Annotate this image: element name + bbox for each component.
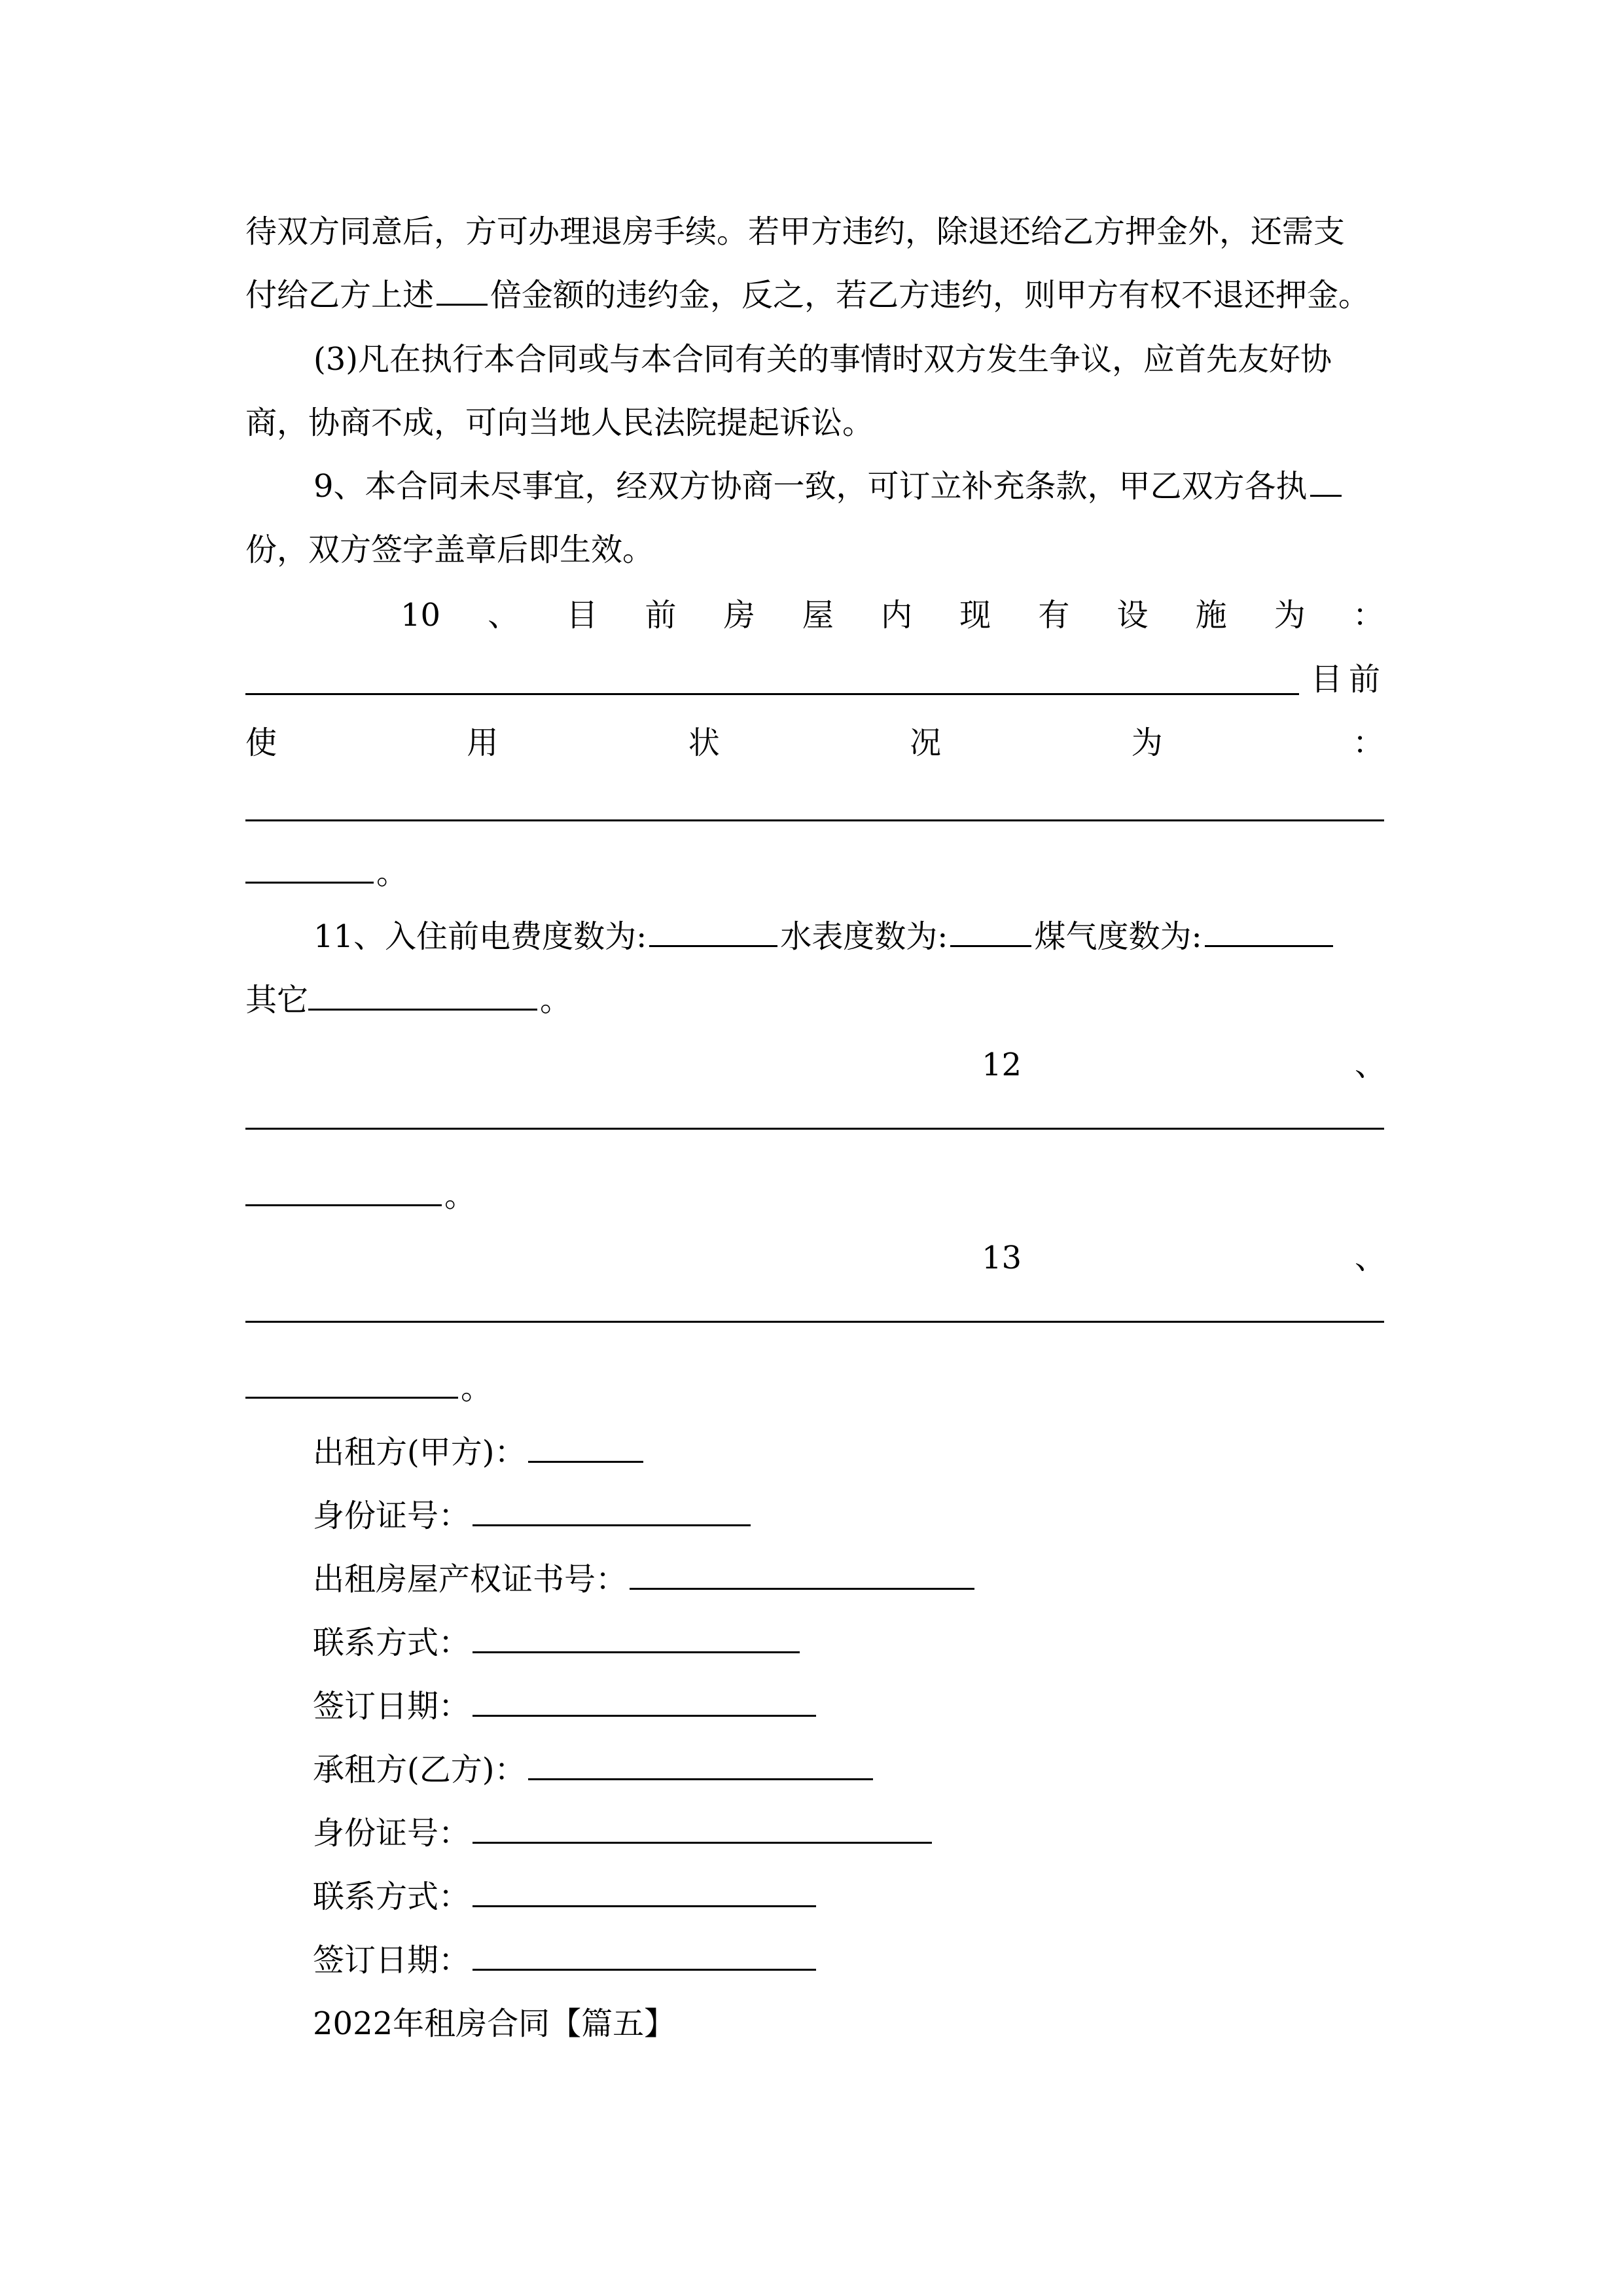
lessee-date-row	[313, 1928, 819, 1992]
char: 使	[245, 725, 277, 761]
lessor-contact-label: 联系方式：	[313, 1624, 471, 1661]
char: 有	[1038, 597, 1070, 634]
property-cert-row	[313, 1547, 977, 1611]
char: 设	[1116, 597, 1149, 634]
char: 内	[881, 597, 913, 634]
lessee-label: 承租方(乙方)：	[313, 1751, 526, 1788]
clause-13-end	[245, 1356, 1384, 1420]
text: 待双方同意后，方可办理退房手续。若甲方违约，除退还给乙方押金外，还需支	[245, 213, 1346, 250]
lessee-id-field[interactable]	[473, 1803, 932, 1844]
clause-9-line-2	[245, 518, 1384, 582]
copies-count-blank[interactable]	[1310, 456, 1342, 497]
char: ：	[1352, 725, 1384, 761]
facilities-blank[interactable]	[245, 693, 1299, 695]
water-reading-blank[interactable]	[950, 906, 1031, 947]
electricity-reading-blank[interactable]	[649, 906, 777, 947]
lessee-date-label: 签订日期：	[313, 1942, 471, 1979]
clause-number: 10	[401, 597, 441, 634]
char: 前	[645, 597, 677, 634]
text: 目前	[1311, 661, 1387, 698]
text: 份，双方签字盖章后即生效。	[245, 531, 654, 568]
lessor-date-field[interactable]	[473, 1676, 816, 1717]
paragraph-refund-line-1	[245, 200, 1384, 264]
usage-status-heading	[245, 711, 1384, 775]
other-reading-blank[interactable]	[308, 969, 537, 1011]
text: 付给乙方上述	[245, 277, 435, 314]
clause-13-number	[982, 1226, 1021, 1290]
lessor-date-label: 签订日期：	[313, 1688, 471, 1725]
char: 屋	[802, 597, 834, 634]
text: 13	[982, 1240, 1022, 1276]
lessee-date-field[interactable]	[473, 1929, 816, 1971]
next-section-title	[313, 1992, 675, 2056]
lessor-date-row	[313, 1674, 819, 1738]
text: 倍金额的违约金，反之，若乙方违约，则甲方有权不退还押金。	[490, 277, 1370, 314]
electricity-label: 11、入住前电费度数为:	[313, 918, 647, 955]
lessee-contact-label: 联系方式：	[313, 1878, 471, 1915]
text: 、	[1355, 1240, 1387, 1276]
usage-status-blank-2[interactable]	[245, 842, 374, 884]
current-label	[1311, 647, 1387, 711]
penalty-multiple-blank[interactable]	[437, 264, 488, 306]
clause-12-blank-2[interactable]	[245, 1165, 442, 1206]
text: 商，协商不成，可向当地人民法院提起诉讼。	[245, 404, 874, 441]
char: 目	[566, 597, 598, 634]
char: ：	[1352, 597, 1384, 634]
char: 状	[688, 725, 720, 761]
lessor-id-field[interactable]	[473, 1485, 751, 1526]
period: 。	[444, 1177, 476, 1214]
title-text: 2022年租房合同【篇五】	[313, 2005, 676, 2042]
text: 9、本合同未尽事宜，经双方协商一致，可订立补充条款，甲乙双方各执	[313, 468, 1308, 505]
char: 施	[1195, 597, 1227, 634]
usage-status-end	[245, 841, 1384, 905]
clause-12-end	[245, 1164, 1384, 1228]
property-cert-field[interactable]	[630, 1549, 974, 1590]
clause-13-blank[interactable]	[245, 1321, 1384, 1323]
text: 12	[982, 1047, 1022, 1083]
clause-13-sep	[1355, 1226, 1387, 1290]
usage-status-blank[interactable]	[245, 819, 1384, 821]
other-label: 其它	[245, 982, 309, 1018]
clause-12-sep	[1355, 1033, 1387, 1097]
lessor-id-row	[313, 1484, 753, 1548]
lessee-signature-field[interactable]	[528, 1739, 873, 1780]
period: 。	[540, 982, 572, 1018]
lessee-contact-field[interactable]	[473, 1866, 816, 1907]
char: 为	[1274, 597, 1306, 634]
clause-11-line-2	[245, 968, 1384, 1032]
period: 。	[461, 1370, 493, 1407]
lessor-label: 出租方(甲方)：	[313, 1434, 526, 1471]
char: 现	[959, 597, 991, 634]
paragraph-dispute-line-2	[245, 391, 1384, 455]
text: 、	[1355, 1047, 1387, 1083]
gas-label: 煤气度数为:	[1034, 918, 1202, 955]
water-label: 水表度数为:	[780, 918, 948, 955]
lessor-contact-field[interactable]	[473, 1612, 800, 1653]
clause-12-number	[982, 1033, 1021, 1097]
lessee-row	[313, 1738, 876, 1802]
lessee-id-row	[313, 1801, 935, 1865]
lessee-id-label: 身份证号：	[313, 1815, 471, 1852]
clause-12-blank[interactable]	[245, 1128, 1384, 1130]
clause-10-heading	[401, 583, 1384, 647]
lessee-contact-row	[313, 1865, 819, 1929]
lessor-signature-field[interactable]	[528, 1422, 643, 1463]
lessor-row	[313, 1420, 646, 1484]
paragraph-dispute-line-1	[245, 327, 1452, 391]
char: 房	[723, 597, 755, 634]
lessor-contact-row	[313, 1611, 802, 1675]
text: (3)凡在执行本合同或与本合同有关的事情时双方发生争议，应首先友好协	[313, 341, 1332, 378]
clause-13-blank-2[interactable]	[245, 1357, 458, 1399]
char: 况	[910, 725, 942, 761]
char: 为	[1131, 725, 1163, 761]
property-cert-label: 出租房屋产权证书号：	[313, 1561, 628, 1598]
clause-11-line-1	[245, 905, 1452, 969]
char: 用	[467, 725, 499, 761]
gas-reading-blank[interactable]	[1205, 906, 1333, 947]
char: 、	[488, 597, 520, 634]
paragraph-refund-line-2	[245, 263, 1384, 327]
period: 。	[376, 855, 408, 891]
lessor-id-label: 身份证号：	[313, 1498, 471, 1534]
clause-9-line-1	[245, 454, 1452, 518]
